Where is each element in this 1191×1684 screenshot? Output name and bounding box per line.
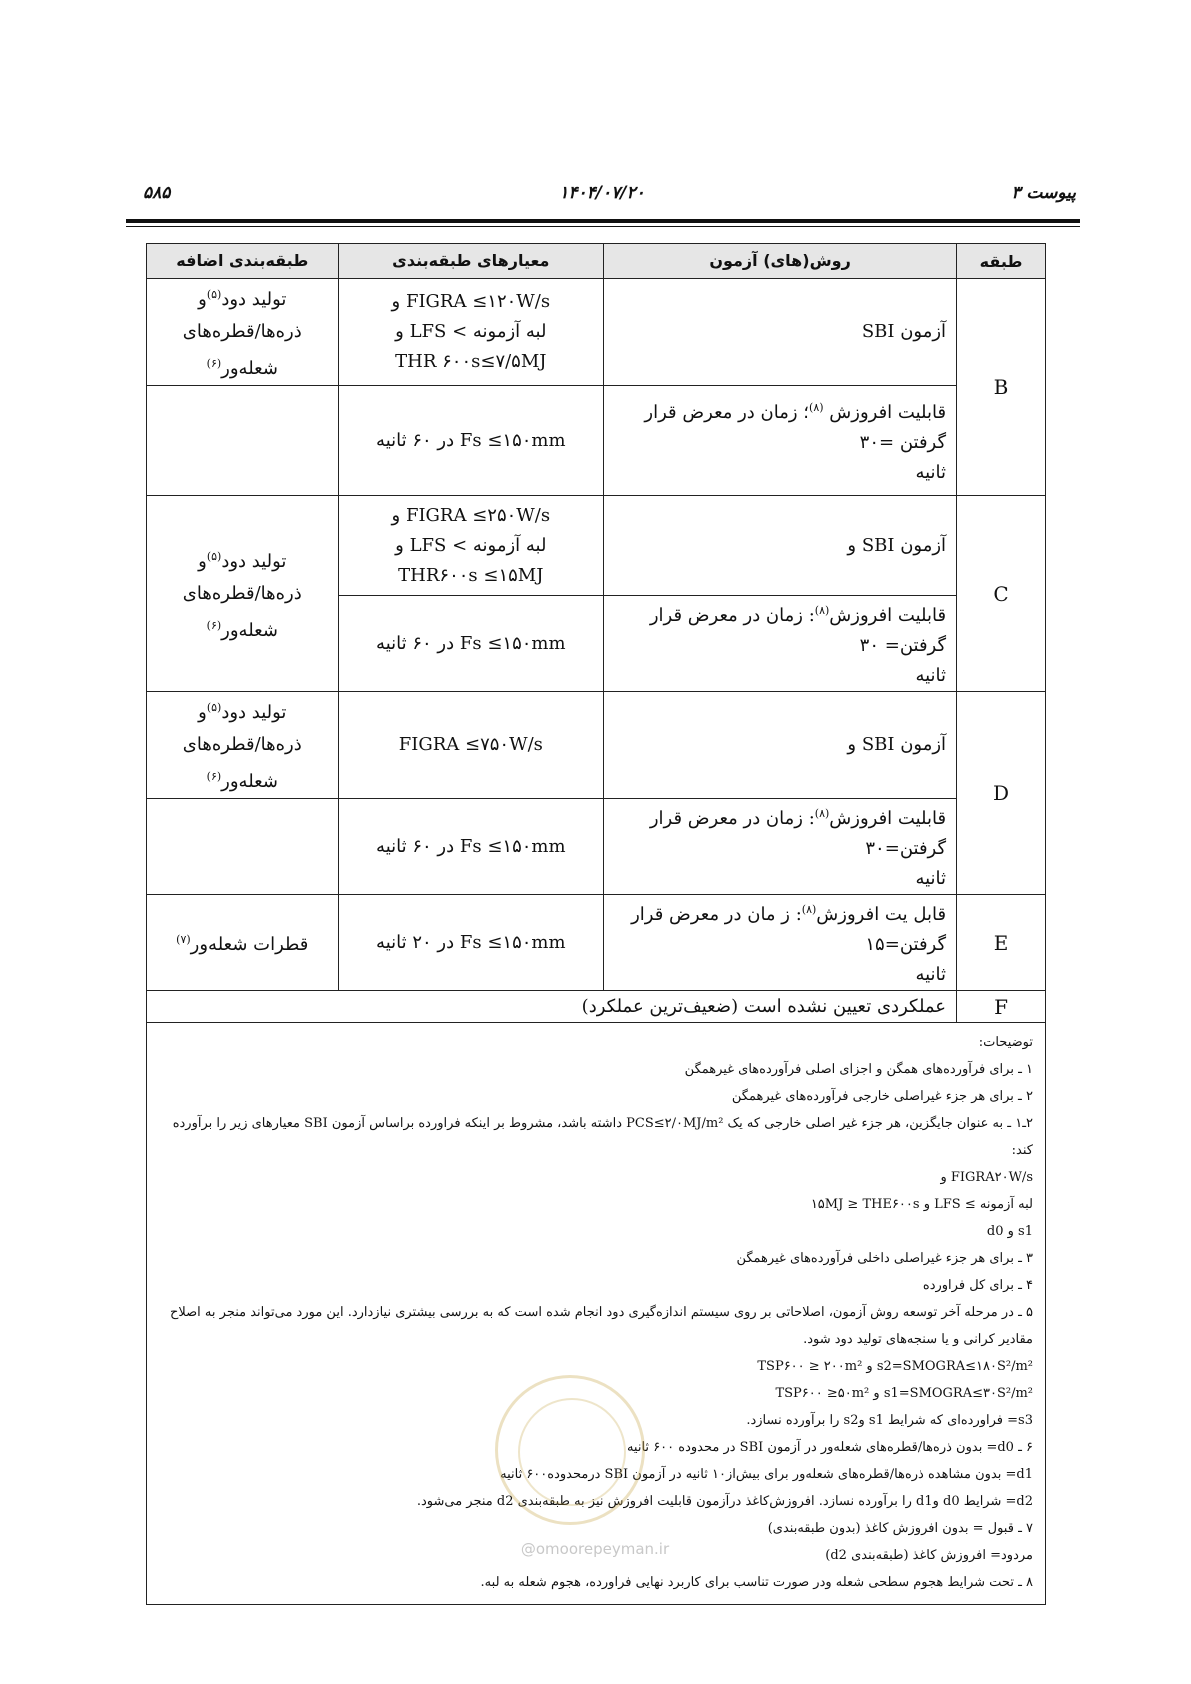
- extra-cell: تولید دود$^{(۵)}$و ذره‌ها/قطره‌های شعله‌ور$^{(۶)}$: [147, 279, 339, 386]
- class-cell: E: [957, 895, 1046, 991]
- method-cell: آزمون SBI و: [604, 692, 957, 799]
- col-header-method: روش(های) آزمون: [604, 244, 957, 279]
- note-line: مردود= افروزش کاغذ (طبقه‌بندی d2): [825, 1548, 1033, 1563]
- table-row: [147, 895, 1046, 991]
- table-row: [147, 496, 1046, 596]
- header-rule-thin: [126, 226, 1080, 227]
- page-number: ۵۸۵: [143, 183, 171, 203]
- col-header-criteria: معیارهای طبقه‌بندی: [338, 244, 604, 279]
- note-line: ۴ ـ برای کل فراورده: [922, 1278, 1033, 1293]
- table-row: [147, 279, 1046, 386]
- extra-cell-empty: [147, 799, 339, 895]
- appendix-label: پیوست ۳: [1011, 183, 1076, 203]
- page-header: [128, 183, 1076, 213]
- col-header-extra: طبقه‌بندی اضافه: [147, 244, 339, 279]
- method-cell: آزمون SBI و: [604, 496, 957, 596]
- criteria-cell: Fs ≤۱۵۰mm در ۶۰ ثانیه: [338, 386, 604, 496]
- note-line: s1=SMOGRA≤۳۰S²/m² و TSP۶۰۰ ≥۵۰m²: [775, 1386, 1033, 1401]
- seal-stamp: [495, 1375, 645, 1525]
- note-line: ۵ ـ در مرحله آخر توسعه روش آزمون، اصلاحاتی بر روی سیستم اندازه‌گیری دود انجام شده است که به بررسی بیشتری نیازدارد. این مورد می‌تواند منجر به اصلاح مقادیر کرانی و یا سنجه‌های تولید دود شود.: [170, 1305, 1033, 1347]
- table-row: [147, 386, 1046, 496]
- header-rule-thick: [126, 219, 1080, 223]
- table-header-row: [147, 244, 1046, 279]
- class-cell: F: [957, 991, 1046, 1023]
- performance-cell: عملکردی تعیین نشده است (ضعیف‌ترین عملکرد): [147, 991, 957, 1023]
- criteria-cell: FIGRA ≤۷۵۰W/s: [338, 692, 604, 799]
- note-line: ۳ ـ برای هر جزء غیراصلی داخلی فرآورده‌های غیرهمگن: [736, 1251, 1033, 1266]
- col-header-class: طبقه: [957, 244, 1046, 279]
- criteria-cell: Fs ≤۱۵۰mm در ۶۰ ثانیه: [338, 799, 604, 895]
- method-cell: قابلیت افروزش$^{(۸)}$: زمان در معرض قرار گرفتن= ۳۰ ثانیه: [604, 596, 957, 692]
- class-cell: B: [957, 279, 1046, 496]
- note-line: ۲ـ۱ ـ به عنوان جایگزین، هر جزء غیر اصلی خارجی که یک PCS≤۲/۰MJ/m² داشته باشد، مشروط بر اینکه فراورده براساس آزمون SBI معیارهای زیر را برآورده کند:: [172, 1116, 1033, 1158]
- note-line: لبه آزمونه ≥ LFS و ۱۵MJ ≥ THE۶۰۰s: [810, 1197, 1033, 1212]
- note-line: ۸ ـ تحت شرایط هجوم سطحی شعله ودر صورت تناسب برای کاربرد نهایی فراورده، هجوم شعله به لبه.: [480, 1575, 1033, 1590]
- note-line: ۱ ـ برای فرآورده‌های همگن و اجزای اصلی فرآورده‌های غیرهمگن: [684, 1062, 1033, 1077]
- table-row: [147, 991, 1046, 1023]
- extra-cell: تولید دود$^{(۵)}$و ذره‌ها/قطره‌های شعله‌ور$^{(۶)}$: [147, 692, 339, 799]
- note-line: s1 و d0: [986, 1224, 1033, 1239]
- method-cell: آزمون SBI: [604, 279, 957, 386]
- note-line: ۶ ـ d0= بدون ذره‌ها/قطره‌های شعله‌ور در آزمون SBI در محدوده ۶۰۰ ثانیه: [626, 1440, 1033, 1455]
- note-line: FIGRA۲۰W/s و: [940, 1170, 1033, 1185]
- class-cell: D: [957, 692, 1046, 895]
- class-cell: C: [957, 496, 1046, 692]
- note-line: توضیحات:: [978, 1035, 1033, 1050]
- note-line: s2=SMOGRA≤۱۸۰S²/m² و TSP۶۰۰ ≥ ۲۰۰m²: [757, 1359, 1033, 1374]
- note-line: ۷ ـ قبول = بدون افروزش کاغذ (بدون طبقه‌بندی): [767, 1521, 1033, 1536]
- criteria-cell: Fs ≤۱۵۰mm در ۶۰ ثانیه: [338, 596, 604, 692]
- note-line: s3= فراورده‌ای که شرایط s1 وs2 را برآورده نسازد.: [746, 1413, 1033, 1428]
- watermark-text: @omoorepeyman.ir: [520, 1540, 670, 1558]
- note-line: d2= شرایط d0 وd1 را برآورده نسازد. افروزش‌کاغذ درآزمون قابلیت افروزش نیز به طبقه‌بندی d2 منجر می‌شود.: [416, 1494, 1033, 1509]
- header-date: ۱۴۰۴/۰۷/۲۰: [559, 183, 645, 203]
- method-cell: قابلیت افروزش$^{(۸)}$: زمان در معرض قرار گرفتن=۳۰ ثانیه: [604, 799, 957, 895]
- note-line: ۲ ـ برای هر جزء غیراصلی خارجی فرآورده‌های غیرهمگن: [731, 1089, 1033, 1104]
- criteria-cell: FIGRA ≤۱۲۰W/s و لبه آزمونه > LFS و THR ۶۰۰s≤۷/۵MJ: [338, 279, 604, 386]
- criteria-cell: Fs ≤۱۵۰mm در ۲۰ ثانیه: [338, 895, 604, 991]
- method-cell: قابل یت افروزش$^{(۸)}$: ز مان در معرض قرار گرفتن=۱۵ ثانیه: [604, 895, 957, 991]
- table-row: [147, 799, 1046, 895]
- note-line: d1= بدون مشاهده ذره‌ها/قطره‌های شعله‌ور برای بیش‌از۱۰ ثانیه در آزمون SBI درمحدوده۶۰۰ ثانیه: [500, 1467, 1033, 1482]
- extra-cell-empty: [147, 386, 339, 496]
- extra-cell: تولید دود$^{(۵)}$و ذره‌ها/قطره‌های شعله‌ور$^{(۶)}$: [147, 496, 339, 692]
- method-cell: قابلیت افروزش $^{(۸)}$؛ زمان در معرض قرار گرفتن =۳۰ ثانیه: [604, 386, 957, 496]
- table-row: [147, 692, 1046, 799]
- extra-cell: قطرات شعله‌ور$^{(۷)}$: [147, 895, 339, 991]
- criteria-cell: FIGRA ≤۲۵۰W/s و لبه آزمونه > LFS و THR۶۰۰s ≤۱۵MJ: [338, 496, 604, 596]
